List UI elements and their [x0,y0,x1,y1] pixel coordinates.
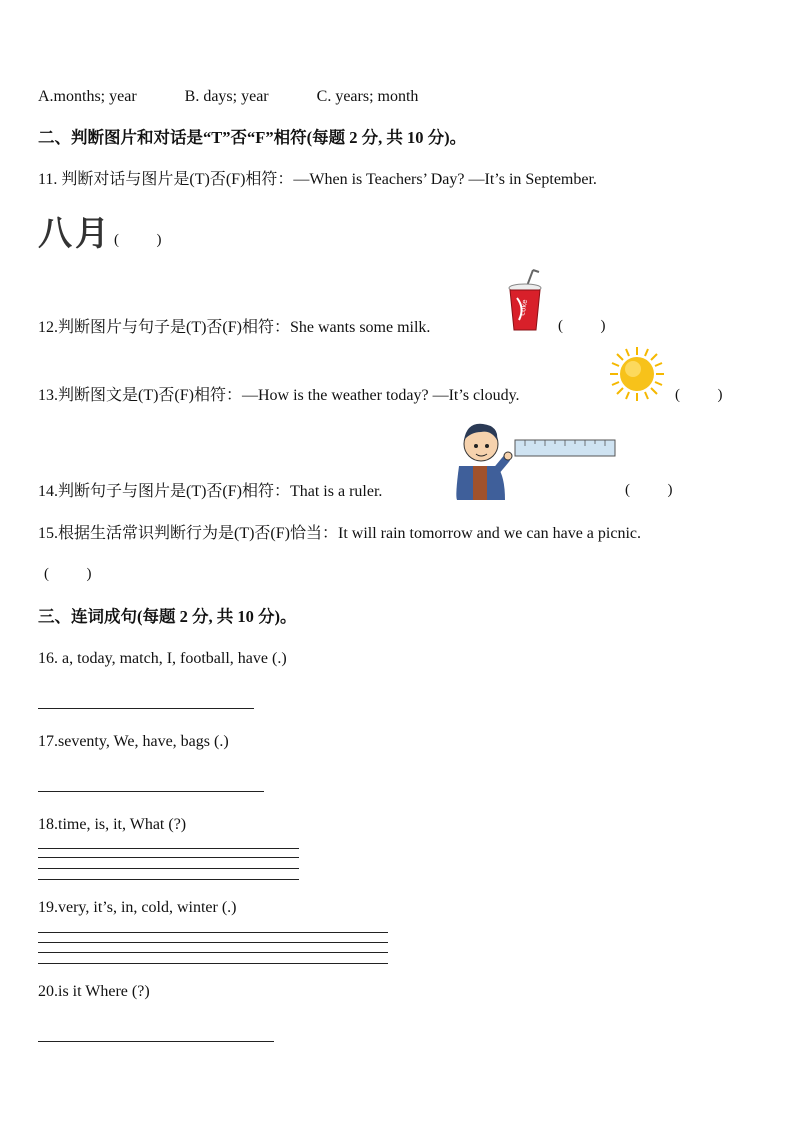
q19-writing-line-3[interactable] [38,952,388,953]
q18-writing-line-3[interactable] [38,868,299,869]
q12-text: 12.判断图片与句子是(T)否(F)相符：She wants some milk. [38,319,431,336]
q17-text: 17.seventy, We, have, bags (.) [38,733,229,750]
q12-answer-paren[interactable]: ( ) [558,318,606,334]
q18-writing-line-1[interactable] [38,848,299,849]
q15-answer-paren[interactable]: ( ) [44,566,92,582]
q10-options [38,87,418,107]
q20-answer-line[interactable] [38,1041,274,1042]
q18-text: 18.time, is, it, What (?) [38,816,187,833]
cup-label: coke [518,298,530,317]
boy-with-ruler-image [445,416,620,502]
q10-option-b: B. days; year [184,88,269,105]
q18-writing-line-2[interactable] [38,857,299,858]
q16-text: 16. a, today, match, I, football, have (.) [38,650,287,667]
q18-writing-line-4[interactable] [38,879,299,880]
q14-answer-paren[interactable]: ( ) [625,482,673,498]
q13-text: 13.判断图文是(T)否(F)相符：—How is the weather today? —It’s cloudy. [38,387,520,404]
section3-heading: 三、连词成句(每题 2 分, 共 10 分)。 [38,607,297,626]
q10-option-a: A.months; year [38,88,137,105]
q19-writing-line-2[interactable] [38,942,388,943]
q15-text: 15.根据生活常识判断行为是(T)否(F)恰当：It will rain tomorrow and we can have a picnic. [38,525,641,542]
q11-answer-paren[interactable]: ( ) [114,232,162,248]
august-image: 八月 [38,214,112,254]
q17-answer-line[interactable] [38,791,264,792]
q16-answer-line[interactable] [38,708,254,709]
q14-text: 14.判断句子与图片是(T)否(F)相符：That is a ruler. [38,483,383,500]
cola-cup-image [505,268,545,334]
q19-writing-line-4[interactable] [38,963,388,964]
q20-text: 20.is it Where (?) [38,983,150,1000]
section2-heading: 二、判断图片和对话是“T”否“F”相符(每题 2 分, 共 10 分)。 [38,128,467,147]
q11-text: 11. 判断对话与图片是(T)否(F)相符：—When is Teachers’ Day? —It’s in September. [38,171,597,188]
q19-writing-line-1[interactable] [38,932,388,933]
sun-image [609,346,665,402]
q19-text: 19.very, it’s, in, cold, winter (.) [38,899,237,916]
q13-answer-paren[interactable]: ( ) [675,387,723,403]
q10-option-c: C. years; month [316,88,419,105]
